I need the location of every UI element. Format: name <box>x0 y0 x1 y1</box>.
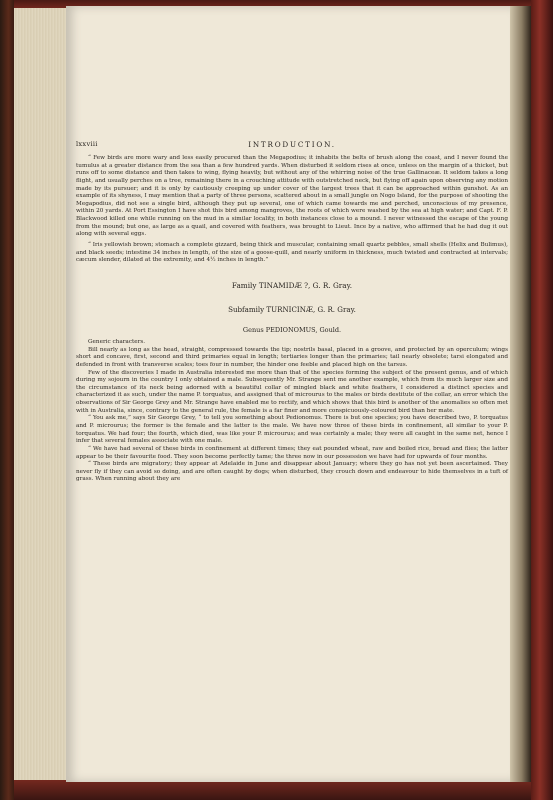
genus-heading: Genus PEDIONOMUS, Gould. <box>242 326 342 335</box>
page-gutter <box>510 6 531 782</box>
running-head: INTRODUCTION. <box>248 140 336 149</box>
book-spine <box>0 0 14 800</box>
body-paragraph: Few of the discoveries I made in Australia interested me more than that of the species forming the subject of the present genus, and of which during my sojourn in the country I only obtained a male. Subsequently Mr. Strange sent me another example, which from its much larger size and the circumstance of its neck being adorned with a beautiful collar of mingled black and white feathers, I considered a distinct species and characterized it as such, under the name P. torquatus, and assigned that of microurus to the males or birds destitute of the collar, an error which the observations of Sir George Grey and Mr. Strange have enabled me to rectify, and which shows that this bird is another of the anomalies so often met with in Australia, since, contrary to the general rule, the female is a far finer and more conspicuously-coloured bird than her mate. <box>76 369 508 414</box>
body-paragraph: “ We have had several of these birds in confinement at different times; they eat pounded wheat, raw and boiled rice, bread and flies; the latter appear to be their favourite food. They soon become perfectly tame; the three now in our possession we have had for upwards of four months. <box>76 445 508 460</box>
body-paragraph: “ You ask me,” says Sir George Grey, “ to tell you something about Pedionomus. There is but one species; you have described two, P. torquatus and P. microurus; the former is the female and the latter is the male. We have now three of these birds in confinement, all similar to your P. torquatus. We had four; the fourth, which died, was like your P. microurus; and was certainly a male; they were all caught in the same net, hence I infer that several females associate with one male. <box>76 415 508 445</box>
page-number: lxxviii <box>76 140 98 148</box>
body-paragraph: “ These birds are migratory; they appear at Adelaide in June and disappear about January; where they go has not yet been ascertained. They never fly if they can avoid so doing, and are often caught by dogs; when disturbed, they crouch down and endeavour to hide themselves in a tuft of grass. When running about they are <box>76 461 508 483</box>
page-header <box>76 140 508 152</box>
quote-paragraph: “ Iris yellowish brown; stomach a complete gizzard, being thick and muscular, containing small quartz pebbles, small shells (Helix and Bulimus), and black seeds; intestine 34 inches in length, of the size of a goose-quill, and nearly uniform in thickness, much twisted and contracted at intervals; cæcum slender, dilated at the extremity, and 4½ inches in length.” <box>76 242 508 264</box>
cover-right-edge <box>531 0 553 800</box>
body-paragraph: Bill nearly as long as the head, straight, compressed towards the tip; nostrils basal, placed in a groove, and protected by an operculum; wings short and concave, first, second and third primaries equal in length; tertiaries longer than the primaries; tail nearly obsolete; tarsi elongated and defended in front with transverse scales; toes four in number, the hinder one feeble and placed high on the tarsus. <box>76 346 508 368</box>
page-edges <box>14 8 72 780</box>
subfamily-heading: Subfamily TURNICINÆ, G. R. Gray. <box>228 304 356 314</box>
family-heading: Family TINAMIDÆ ?, G. R. Gray. <box>231 280 353 290</box>
body-paragraph: Generic characters. <box>88 338 146 345</box>
page-text <box>76 140 508 484</box>
quote-paragraph: “ Few birds are more wary and less easily procured than the Megapodius; it inhabits the belts of brush along the coast, and I never found the tumulus at a greater distance from the sea than a few hundred yards. When disturbed it seldom rises at once, unless on the margin of a thicket, but runs off to some distance and then takes to wing, flying heavily, but without any of the whirring noise of the true Gallinaceæ. It seldom takes a long flight, and usually perches on a tree, remaining there in a crouching attitude with outstretched neck, but flying off again upon observing any motion made by its pursuer; and it is only by cautiously creeping up under cover of the largest trees that it can be approached within gunshot. As an example of its shyness, I may mention that a party of three persons, scattered about in a small jungle on Nogo Island, for the purpose of shooting the Megapodius, did not see a single bird, although they put up several, one of which came towards me and perched, unconscious of my presence, within 20 yards. At Port Essington I have shot this bird among mangroves, the roots of which were washed by the sea at high water; and Capt. F. P. Blackwood killed one while running on the mud in a similar locality, in both instances close to a mound. I never witnessed the escape of the young from the mound; but one, as large as a quail, and covered with feathers, was brought to Lieut. Ince by a native, who affirmed that he had dug it out along with several eggs. <box>76 155 508 238</box>
